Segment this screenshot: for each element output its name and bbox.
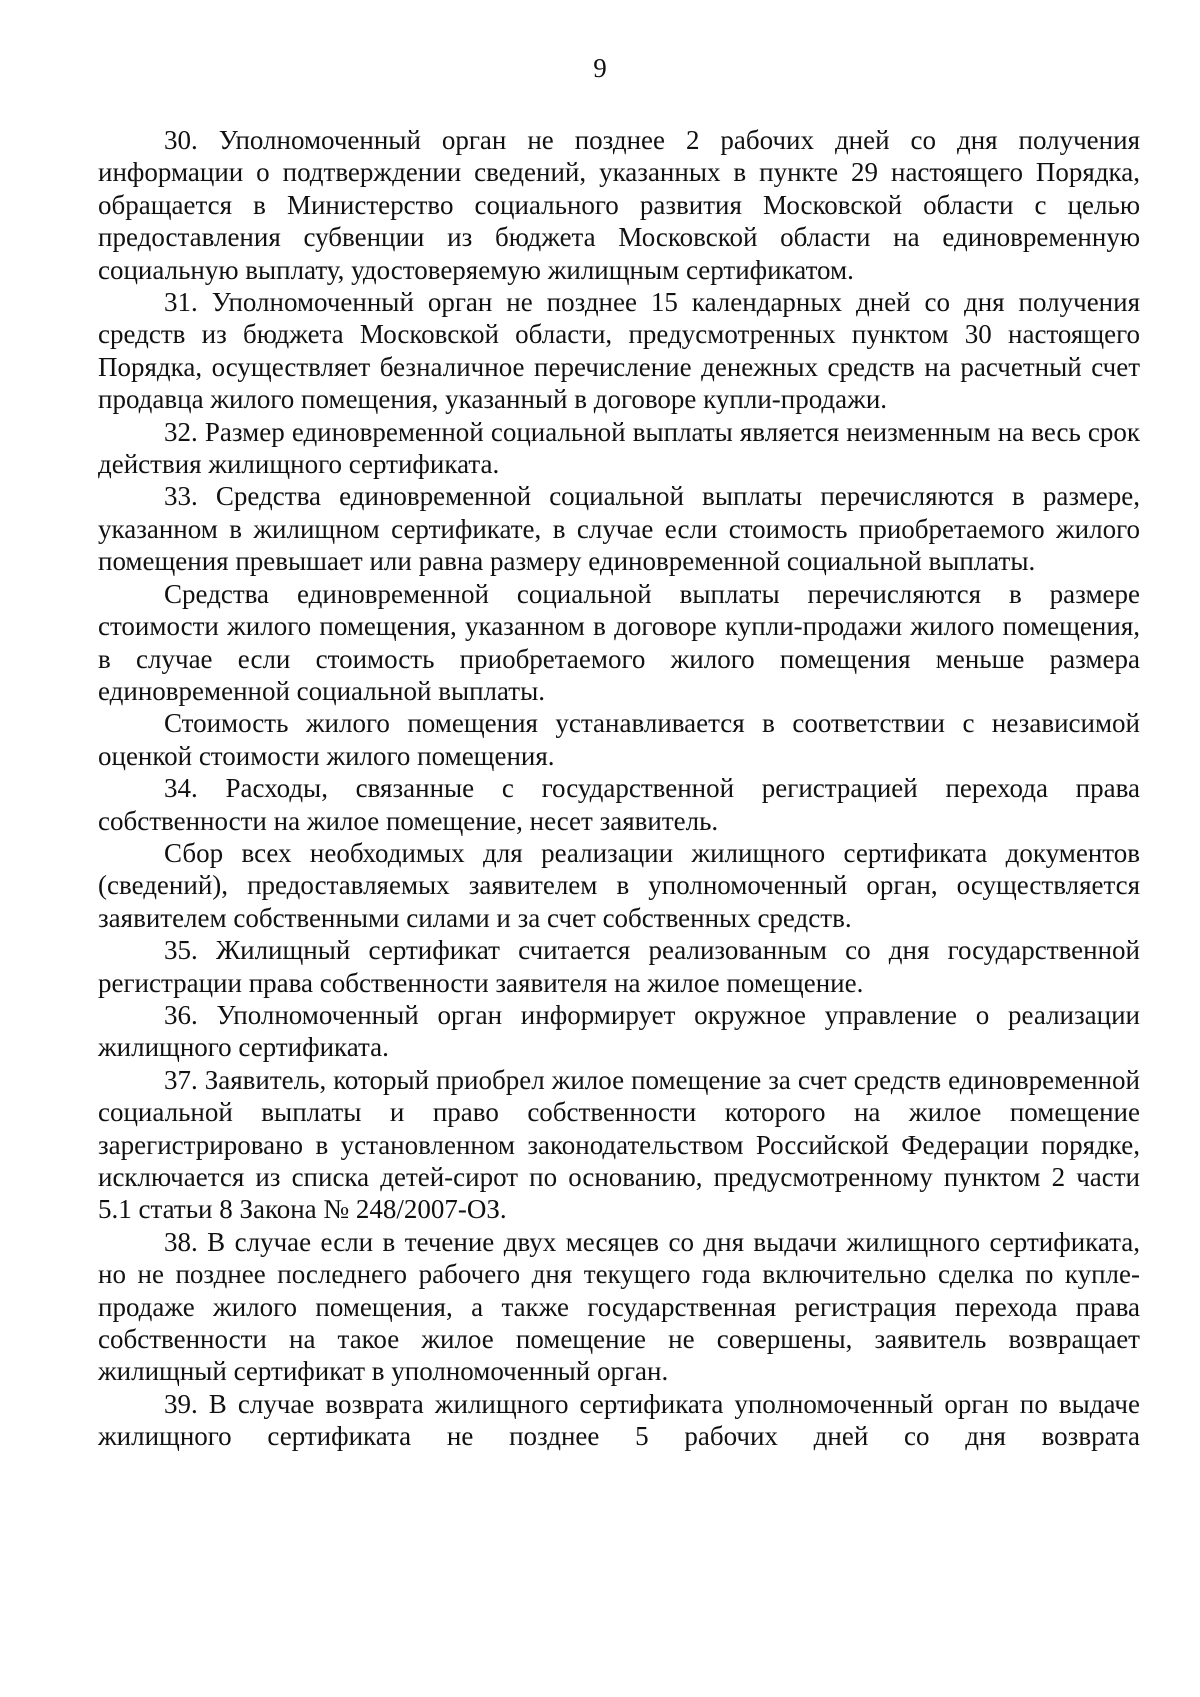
paragraph-33-part-2: Средства единовременной социальной выплаты перечисляются в размере стоимости жилого помещения, указанном в договоре купли-продажи жилого помещения, в случае если стоимость приобретаемого жилого помещения меньше размера единовременной социальной выплаты.: [98, 578, 1140, 706]
paragraph-32: 32. Размер единовременной социальной выплаты является неизменным на весь срок действия жилищного сертификата.: [98, 416, 1140, 480]
paragraph-39: 39. В случае возврата жилищного сертификата уполномоченный орган по выдаче жилищного сертификата не позднее 5 рабочих дней со дня возврата: [98, 1388, 1140, 1452]
paragraph-33: 33. Средства единовременной социальной выплаты перечисляются в размере, указанном в жилищном сертификате, в случае если стоимость приобретаемого жилого помещения превышает или равна размеру единовременной социальной выплаты.: [98, 481, 1140, 577]
page-number: 9: [593, 53, 607, 83]
paragraph-33-part-3: Стоимость жилого помещения устанавливается в соответствии с независимой оценкой стоимости жилого помещения.: [98, 708, 1140, 771]
document-body: [98, 124, 1140, 1453]
paragraph-30: 30. Уполномоченный орган не позднее 2 рабочих дней со дня получения информации о подтверждении сведений, указанных в пункте 29 настоящего Порядка, обращается в Министерство социального развития Московской области с целью предоставления субвенции из бюджета Московской области на единовременную социальную выплату, удостоверяемую жилищным сертификатом.: [98, 125, 1140, 285]
paragraph-31: 31. Уполномоченный орган не позднее 15 календарных дней со дня получения средств из бюджета Московской области, предусмотренных пунктом 30 настоящего Порядка, осуществляет безналичное перечисление денежных средств на расчетный счет продавца жилого помещения, указанный в договоре купли-продажи.: [98, 287, 1140, 415]
paragraph-37: 37. Заявитель, который приобрел жилое помещение за счет средств единовременной социальной выплаты и право собственности которого на жилое помещение зарегистрировано в установленном законодательством Российской Федерации порядке, исключается из списка детей-сирот по основанию, предусмотренному пунктом 2 части 5.1 статьи 8 Закона № 248/2007-ОЗ.: [98, 1064, 1140, 1225]
paragraph-35: 35. Жилищный сертификат считается реализованным со дня государственной регистрации права собственности заявителя на жилое помещение.: [98, 935, 1140, 998]
paragraph-34-part-2: Сбор всех необходимых для реализации жилищного сертификата документов (сведений), предоставляемых заявителем в уполномоченный орган, осуществляется заявителем собственными силами и за счет собственных средств.: [98, 837, 1140, 933]
paragraph-36: 36. Уполномоченный орган информирует окружное управление о реализации жилищного сертификата.: [98, 999, 1140, 1063]
paragraph-38: 38. В случае если в течение двух месяцев со дня выдачи жилищного сертификата, но не позднее последнего рабочего дня текущего года включительно сделка по купле-продаже жилого помещения, а также государственная регистрация перехода права собственности на такое жилое помещение не совершены, заявитель возвращает жилищный сертификат в уполномоченный орган.: [98, 1226, 1140, 1387]
paragraph-34: 34. Расходы, связанные с государственной регистрацией перехода права собственности на жилое помещение, несет заявитель.: [98, 773, 1140, 836]
